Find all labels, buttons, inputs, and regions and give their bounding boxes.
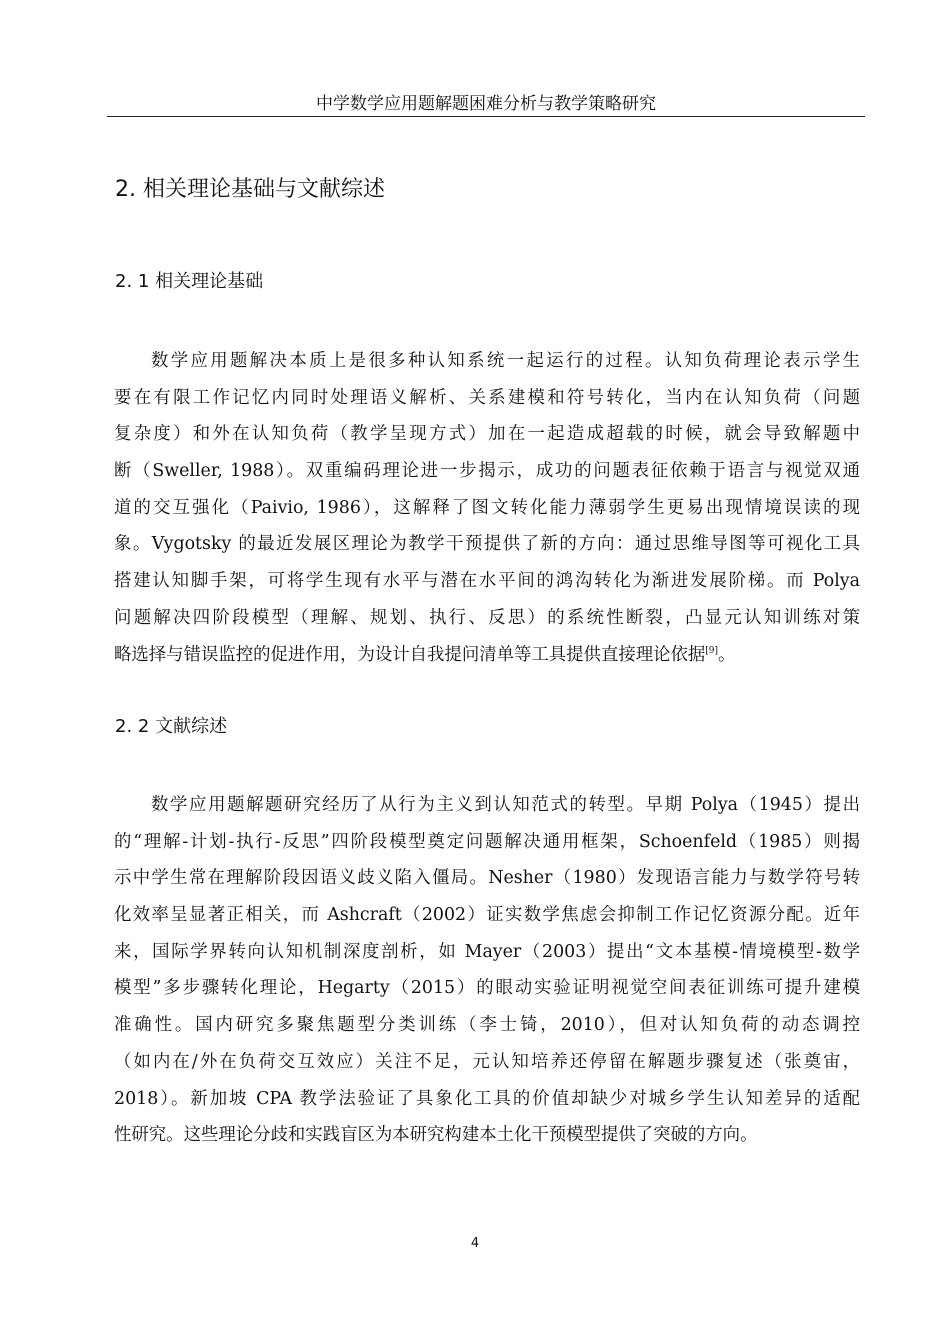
running-header: 中学数学应用题解题困难分析与教学策略研究	[316, 94, 656, 114]
paragraph-line: 来，国际学界转向认知机制深度剖析，如 Mayer（2003）提出“文本基模-情境模型-数学	[114, 941, 860, 962]
paragraph-line: 要在有限工作记忆内同时处理语义解析、关系建模和符号转化，当内在认知负荷（问题	[114, 387, 860, 408]
paragraph-last-line	[114, 637, 860, 674]
paragraph-theory	[114, 343, 860, 673]
paragraph-line: 性研究。这些理论分歧和实践盲区为本研究构建本土化干预模型提供了突破的方向。	[114, 1125, 758, 1146]
section-heading-literature: 2. 2 文献综述	[115, 716, 228, 737]
paragraph-line: 2018）。新加坡 CPA 教学法验证了具象化工具的价值却缺少对城乡学生认知差异的适配	[114, 1088, 860, 1109]
paragraph-line: 化效率呈显著正相关，而 Ashcraft（2002）证实数学焦虑会抑制工作记忆资源分配。近年	[114, 905, 860, 926]
paragraph-literature	[114, 787, 860, 1154]
section-heading-theory: 2. 1 相关理论基础	[115, 271, 264, 292]
paragraph-line-text: 略选择与错误监控的促进作用，为设计自我提问清单等工具提供直接理论依据	[114, 644, 706, 665]
paragraph-line: 道的交互强化（Paivio, 1986），这解释了图文转化能力薄弱学生更易出现情境误读的现	[114, 497, 860, 518]
page-number: 4	[470, 1236, 480, 1251]
header-divider	[107, 116, 865, 117]
paragraph-line: 数学应用题解题研究经历了从行为主义到认知范式的转型。早期 Polya（1945）提出	[151, 795, 860, 815]
paragraph-line: 的“理解-计划-执行-反思”四阶段模型奠定问题解决通用框架，Schoenfeld（1985）则揭	[114, 831, 860, 852]
paragraph-line: 复杂度）和外在认知负荷（教学呈现方式）加在一起造成超载的时候，就会导致解题中	[114, 424, 860, 445]
paragraph-line: 象。Vygotsky 的最近发展区理论为教学干预提供了新的方向：通过思维导图等可视化工具	[114, 534, 860, 555]
paragraph-line: （如内在/外在负荷交互效应）关注不足，元认知培养还停留在解题步骤复述（张奠宙，	[114, 1051, 860, 1072]
paragraph-line: 断（Sweller, 1988）。双重编码理论进一步揭示，成功的问题表征依赖于语言与视觉双通	[114, 461, 860, 482]
paragraph-line: 准确性。国内研究多聚焦题型分类训练（李士锜，2010），但对认知负荷的动态调控	[114, 1015, 860, 1036]
chapter-title: 2. 相关理论基础与文献综述	[115, 177, 385, 202]
sentence-end-mark: 。	[718, 644, 736, 665]
paragraph-line: 模型”多步骤转化理论，Hegarty（2015）的眼动实验证明视觉空间表征训练可提升建模	[114, 978, 860, 999]
paragraph-line: 示中学生常在理解阶段因语义歧义陷入僵局。Nesher（1980）发现语言能力与数学符号转	[114, 868, 860, 889]
paragraph-line: 问题解决四阶段模型（理解、规划、执行、反思）的系统性断裂，凸显元认知训练对策	[114, 607, 860, 628]
citation-reference: [9]	[705, 645, 719, 656]
paragraph-line: 搭建认知脚手架，可将学生现有水平与潜在水平间的鸿沟转化为渐进发展阶梯。而 Polya	[114, 571, 860, 592]
paragraph-line: 数学应用题解决本质上是很多种认知系统一起运行的过程。认知负荷理论表示学生	[151, 351, 860, 371]
